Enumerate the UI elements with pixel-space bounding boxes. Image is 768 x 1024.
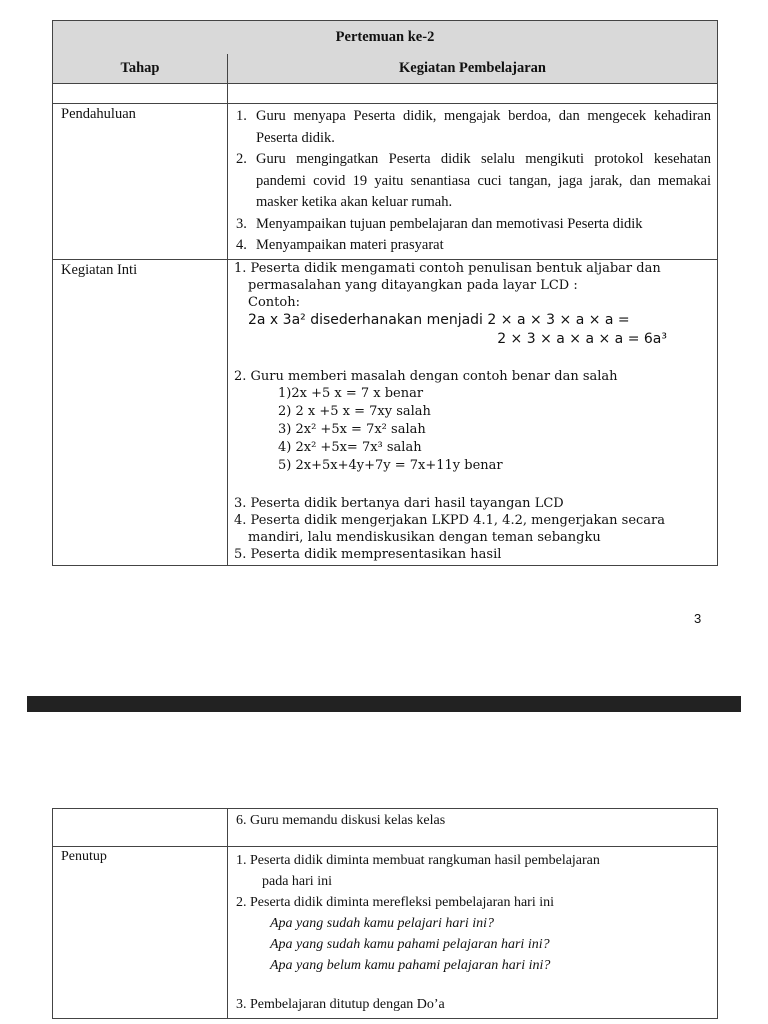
contoh-label: Contoh: bbox=[248, 294, 300, 310]
row-kegiatan-inti bbox=[53, 259, 718, 565]
example-item: 1)2x +5 x = 7 x benar bbox=[278, 385, 424, 401]
stage-kegiatan-inti: Kegiatan Inti bbox=[53, 259, 228, 565]
example-item: 3) 2x² +5x = 7x² salah bbox=[278, 421, 426, 437]
example-item: 2) 2 x +5 x = 7xy salah bbox=[278, 403, 431, 419]
list-item: 3. Menyampaikan tujuan pembelajaran dan memotivasi Peserta didik bbox=[236, 215, 643, 232]
contoh-expression: 2a x 3a² disederhanakan menjadi 2 × a × 3 × a × a = bbox=[248, 311, 630, 328]
activities-kegiatan-inti bbox=[228, 259, 718, 565]
example-list bbox=[234, 385, 711, 475]
penutup-item-2: 2. Peserta didik diminta merefleksi pembelajaran hari ini bbox=[236, 895, 555, 910]
example-item: 5) 2x+5x+4y+7y = 7x+11y benar bbox=[278, 457, 503, 473]
lesson-plan-table-continued bbox=[52, 808, 718, 1019]
lesson-plan-table bbox=[52, 20, 718, 566]
meeting-title: Pertemuan ke-2 bbox=[53, 21, 718, 54]
stage-empty bbox=[53, 809, 228, 847]
stage-penutup: Penutup bbox=[53, 847, 228, 1019]
continued-item: 6. Guru memandu diskusi kelas kelas bbox=[228, 809, 718, 847]
contoh-result: 2 × 3 × a × a × a = 6a³ bbox=[497, 330, 667, 347]
penutup-item-1-line-2: pada hari ini bbox=[262, 874, 332, 889]
column-header-activity: Kegiatan Pembelajaran bbox=[228, 54, 718, 84]
reflection-question: Apa yang sudah kamu pahami pelajaran hari ini? bbox=[270, 937, 550, 952]
inti-item-5: 5. Peserta didik mempresentasikan hasil bbox=[234, 546, 502, 562]
spacer-cell bbox=[53, 84, 228, 104]
inti-item-2: 2. Guru memberi masalah dengan contoh benar dan salah bbox=[234, 368, 618, 384]
row-pendahuluan bbox=[53, 104, 718, 260]
row-continued bbox=[53, 809, 718, 847]
row-penutup bbox=[53, 847, 718, 1019]
penutup-item-1-line-1: 1. Peserta didik diminta membuat rangkuman hasil pembelajaran bbox=[236, 853, 600, 868]
stage-pendahuluan: Pendahuluan bbox=[53, 104, 228, 260]
list-item: 1. Guru menyapa Peserta didik, mengajak berdoa, dan mengecek kehadiran Peserta didik. bbox=[236, 108, 711, 146]
inti-item-3: 3. Peserta didik bertanya dari hasil tayangan LCD bbox=[234, 495, 564, 511]
example-item: 4) 2x² +5x= 7x³ salah bbox=[278, 439, 422, 455]
page-divider bbox=[27, 696, 741, 712]
inti-item-1-line-1: 1. Peserta didik mengamati contoh penulisan bentuk aljabar dan bbox=[234, 260, 661, 276]
list-item: 2. Guru mengingatkan Peserta didik selalu mengikuti protokol kesehatan pandemi covid 19 yaitu senantiasa cuci tangan, jaga jarak, dan memakai masker ketika akan keluar rumah. bbox=[236, 151, 711, 210]
list-item: 4. Menyampaikan materi prasyarat bbox=[236, 237, 444, 253]
page-number: 3 bbox=[694, 611, 702, 626]
reflection-question: Apa yang sudah kamu pelajari hari ini? bbox=[270, 916, 494, 931]
activities-pendahuluan bbox=[228, 104, 718, 260]
penutup-item-3: 3. Pembelajaran ditutup dengan Do’a bbox=[236, 997, 445, 1012]
inti-item-1-line-2: permasalahan yang ditayangkan pada layar LCD : bbox=[248, 277, 578, 293]
inti-item-4-line-1: 4. Peserta didik mengerjakan LKPD 4.1, 4.2, mengerjakan secara bbox=[234, 512, 666, 528]
column-header-stage: Tahap bbox=[53, 54, 228, 84]
activities-penutup bbox=[228, 847, 718, 1019]
spacer-cell bbox=[228, 84, 718, 104]
reflection-question: Apa yang belum kamu pahami pelajaran hari ini? bbox=[270, 958, 551, 973]
inti-item-4-line-2: mandiri, lalu mendiskusikan dengan teman sebangku bbox=[248, 529, 601, 545]
